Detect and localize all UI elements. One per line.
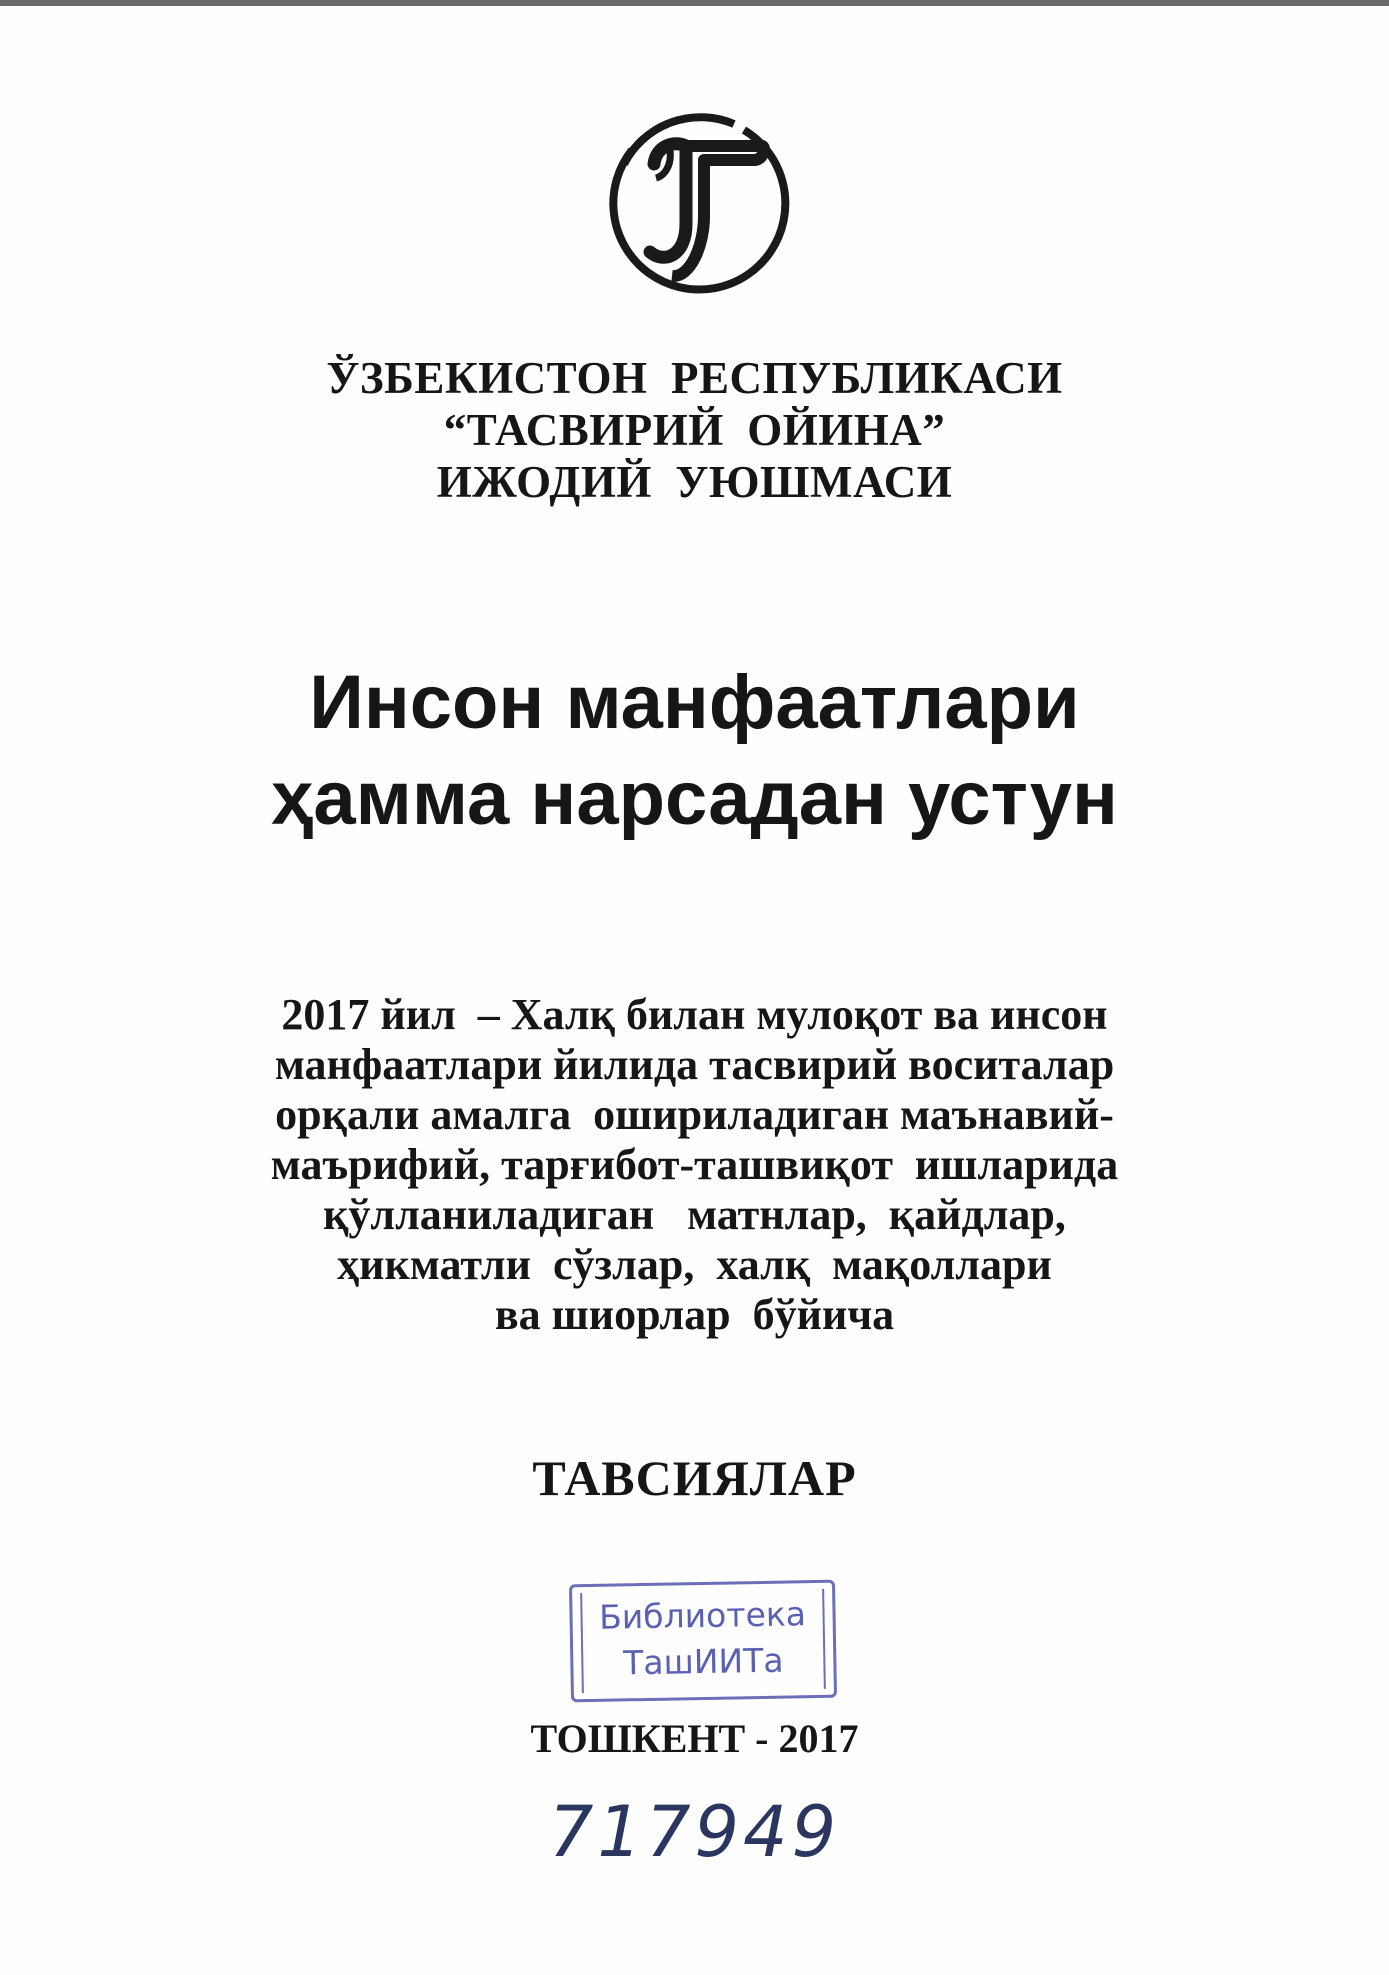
description-line: қўлланиладиган матнлар, қайдлар, [323, 1190, 1066, 1239]
description-line: манфаатлари йилида тасвирий воситалар [274, 1040, 1115, 1089]
description-line: ва шиорлар бўйича [494, 1290, 895, 1339]
organization-line: ЎЗБЕКИСТОН РЕСПУБЛИКАСИ [326, 353, 1063, 403]
imprint: ТОШКЕНТ - 2017 [530, 1716, 859, 1761]
scan-edge [0, 0, 1389, 6]
stamp-line-library: Библиотека [598, 1594, 807, 1637]
publisher-monogram-logo-icon [594, 106, 794, 302]
handwritten-inventory-number: 717949 [548, 1791, 841, 1873]
book-description [0, 990, 1389, 1340]
organization-line: “ТАСВИРИЙ ОЙИНА” [443, 405, 946, 455]
book-title [0, 655, 1389, 847]
description-line: орқали амалга ошириладиган маънавий- [275, 1090, 1114, 1139]
library-stamp [569, 1580, 837, 1703]
document-type: ТАВСИЯЛАР [532, 1450, 857, 1506]
description-line: 2017 йил – Халқ билан мулоқот ва инсон [281, 990, 1108, 1039]
description-line: ҳикматли сўзлар, халқ мақоллари [337, 1240, 1052, 1289]
book-title-line: Инсон манфаатлари [309, 660, 1080, 745]
stamp-line-institution: ТашИИТа [622, 1640, 784, 1683]
book-title-line: ҳамма нарсадан устун [271, 756, 1118, 841]
organization-block [0, 352, 1389, 508]
description-line: маърифий, тарғибот-ташвиқот ишларида [270, 1140, 1119, 1189]
stamp-frame [580, 1589, 826, 1693]
organization-line: ИЖОДИЙ УЮШМАСИ [436, 457, 953, 507]
